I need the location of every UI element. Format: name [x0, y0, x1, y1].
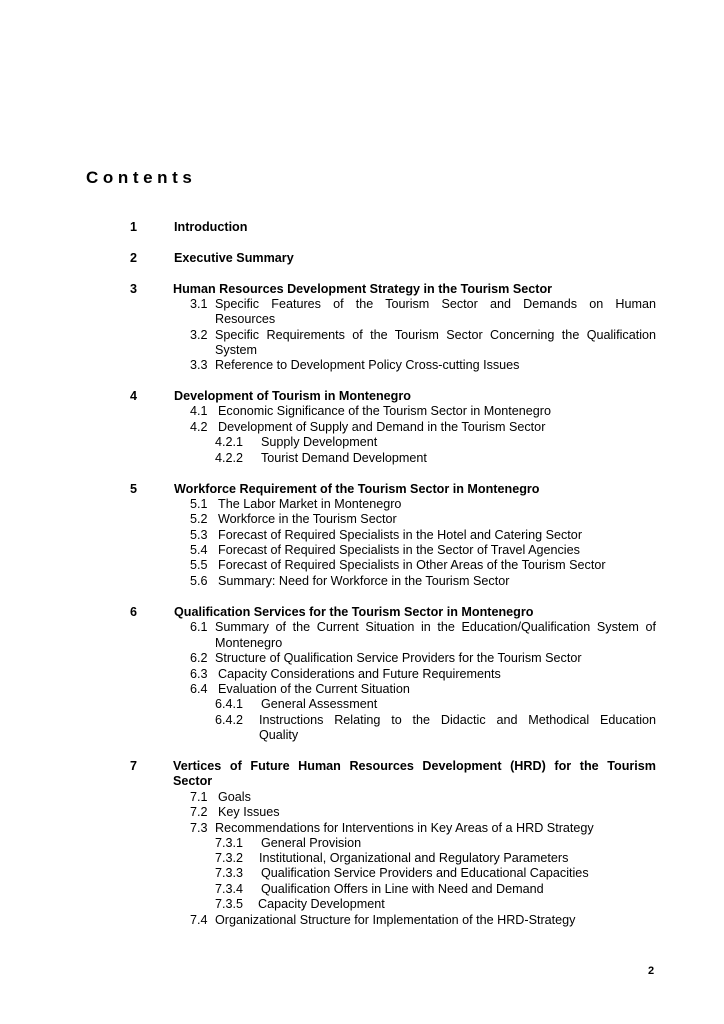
toc-subitem-number: 6.4.1	[215, 697, 244, 711]
toc-item-title[interactable]: Capacity Considerations and Future Requirements	[218, 667, 501, 681]
toc-item-number: 7.1	[190, 790, 208, 804]
toc-section-title[interactable]: Qualification Services for the Tourism Sector in Montenegro	[174, 605, 534, 619]
toc-item-number: 3.2	[190, 328, 208, 342]
toc-item-number: 7.4	[190, 913, 208, 927]
toc-item-title[interactable]: Forecast of Required Specialists in Other Areas of the Tourism Sector	[218, 558, 606, 572]
toc-item-title-continued[interactable]: System	[215, 343, 257, 357]
toc-section-number: 1	[130, 220, 138, 234]
toc-section-title[interactable]: Vertices of Future Human Resources Development (HRD) for the Tourism	[173, 759, 656, 773]
toc-item-number: 5.4	[190, 543, 208, 557]
toc-subitem-number: 4.2.1	[215, 435, 244, 449]
page-number: 2	[648, 965, 655, 977]
toc-item-title[interactable]: Specific Requirements of the Tourism Sector Concerning the Qualification	[215, 328, 656, 342]
toc-subitem-title[interactable]: General Assessment	[261, 697, 378, 711]
toc-item-number: 5.5	[190, 558, 208, 572]
toc-section-title[interactable]: Development of Tourism in Montenegro	[174, 389, 411, 403]
page-title: Contents	[86, 168, 197, 187]
toc-item-title[interactable]: Specific Features of the Tourism Sector and Demands on Human	[215, 297, 656, 311]
toc-item-number: 6.3	[190, 667, 208, 681]
toc-section-number: 3	[130, 282, 138, 296]
toc-subitem-title[interactable]: Supply Development	[261, 435, 378, 449]
toc-item-number: 4.2	[190, 420, 208, 434]
toc-subitem-title[interactable]: Institutional, Organizational and Regulatory Parameters	[259, 851, 569, 865]
toc-section-title[interactable]: Workforce Requirement of the Tourism Sector in Montenegro	[174, 482, 540, 496]
toc-section-number: 5	[130, 482, 138, 496]
toc-item-title[interactable]: Forecast of Required Specialists in the Hotel and Catering Sector	[218, 528, 583, 542]
toc-item-number: 5.6	[190, 574, 208, 588]
toc-section-title[interactable]: Introduction	[174, 220, 248, 234]
toc-item-number: 5.2	[190, 512, 208, 526]
toc-section-title[interactable]: Human Resources Development Strategy in the Tourism Sector	[173, 282, 553, 296]
toc-item-title[interactable]: Recommendations for Interventions in Key Areas of a HRD Strategy	[215, 821, 594, 835]
toc-item-title[interactable]: Goals	[218, 790, 251, 804]
toc-item-title[interactable]: Organizational Structure for Implementation of the HRD-Strategy	[215, 913, 576, 927]
toc-subitem-number: 7.3.5	[215, 897, 244, 911]
toc-item-number: 5.1	[190, 497, 208, 511]
toc-item-number: 3.1	[190, 297, 208, 311]
toc-item-title[interactable]: Summary of the Current Situation in the Education/Qualification System of	[215, 620, 656, 634]
toc-item-title[interactable]: Workforce in the Tourism Sector	[218, 512, 397, 526]
toc-section-number: 2	[130, 251, 138, 265]
toc-subitem-number: 7.3.3	[215, 866, 244, 880]
toc-item-title[interactable]: The Labor Market in Montenegro	[218, 497, 402, 511]
toc-item-title[interactable]: Reference to Development Policy Cross-cutting Issues	[215, 358, 520, 372]
toc-section-title[interactable]: Executive Summary	[174, 251, 294, 265]
toc-item-number: 7.2	[190, 805, 208, 819]
toc-item-title-continued[interactable]: Montenegro	[215, 636, 283, 650]
toc-item-title[interactable]: Forecast of Required Specialists in the Sector of Travel Agencies	[218, 543, 580, 557]
toc-subitem-number: 4.2.2	[215, 451, 244, 465]
toc-item-title[interactable]: Economic Significance of the Tourism Sector in Montenegro	[218, 404, 551, 418]
toc-subitem-title[interactable]: Instructions Relating to the Didactic and Methodical Education	[259, 713, 656, 727]
toc-item-title[interactable]: Development of Supply and Demand in the Tourism Sector	[218, 420, 546, 434]
toc-item-number: 4.1	[190, 404, 208, 418]
toc-subitem-number: 7.3.2	[215, 851, 244, 865]
toc-item-title[interactable]: Evaluation of the Current Situation	[218, 682, 410, 696]
toc-subitem-title-continued[interactable]: Quality	[259, 728, 299, 742]
toc-item-title-continued[interactable]: Resources	[215, 312, 276, 326]
toc-section-title-continued[interactable]: Sector	[173, 774, 213, 788]
toc-section-number: 6	[130, 605, 138, 619]
toc-section-number: 4	[130, 389, 138, 403]
toc-item-number: 6.4	[190, 682, 208, 696]
toc-item-title[interactable]: Structure of Qualification Service Providers for the Tourism Sector	[215, 651, 582, 665]
toc-subitem-number: 6.4.2	[215, 713, 244, 727]
toc-subitem-title[interactable]: Qualification Offers in Line with Need and Demand	[261, 882, 544, 896]
toc-item-title[interactable]: Key Issues	[218, 805, 280, 819]
toc-subitem-number: 7.3.4	[215, 882, 244, 896]
toc-section-number: 7	[130, 759, 138, 773]
toc-item-title[interactable]: Summary: Need for Workforce in the Tourism Sector	[218, 574, 510, 588]
toc-subitem-title[interactable]: Capacity Development	[258, 897, 385, 911]
toc-item-number: 6.2	[190, 651, 208, 665]
toc-item-number: 3.3	[190, 358, 208, 372]
toc-subitem-title[interactable]: General Provision	[261, 836, 362, 850]
toc-subitem-title[interactable]: Tourist Demand Development	[261, 451, 427, 465]
toc-subitem-number: 7.3.1	[215, 836, 244, 850]
toc-item-number: 5.3	[190, 528, 208, 542]
toc-subitem-title[interactable]: Qualification Service Providers and Educational Capacities	[261, 866, 589, 880]
toc-item-number: 7.3	[190, 821, 208, 835]
toc-item-number: 6.1	[190, 620, 208, 634]
